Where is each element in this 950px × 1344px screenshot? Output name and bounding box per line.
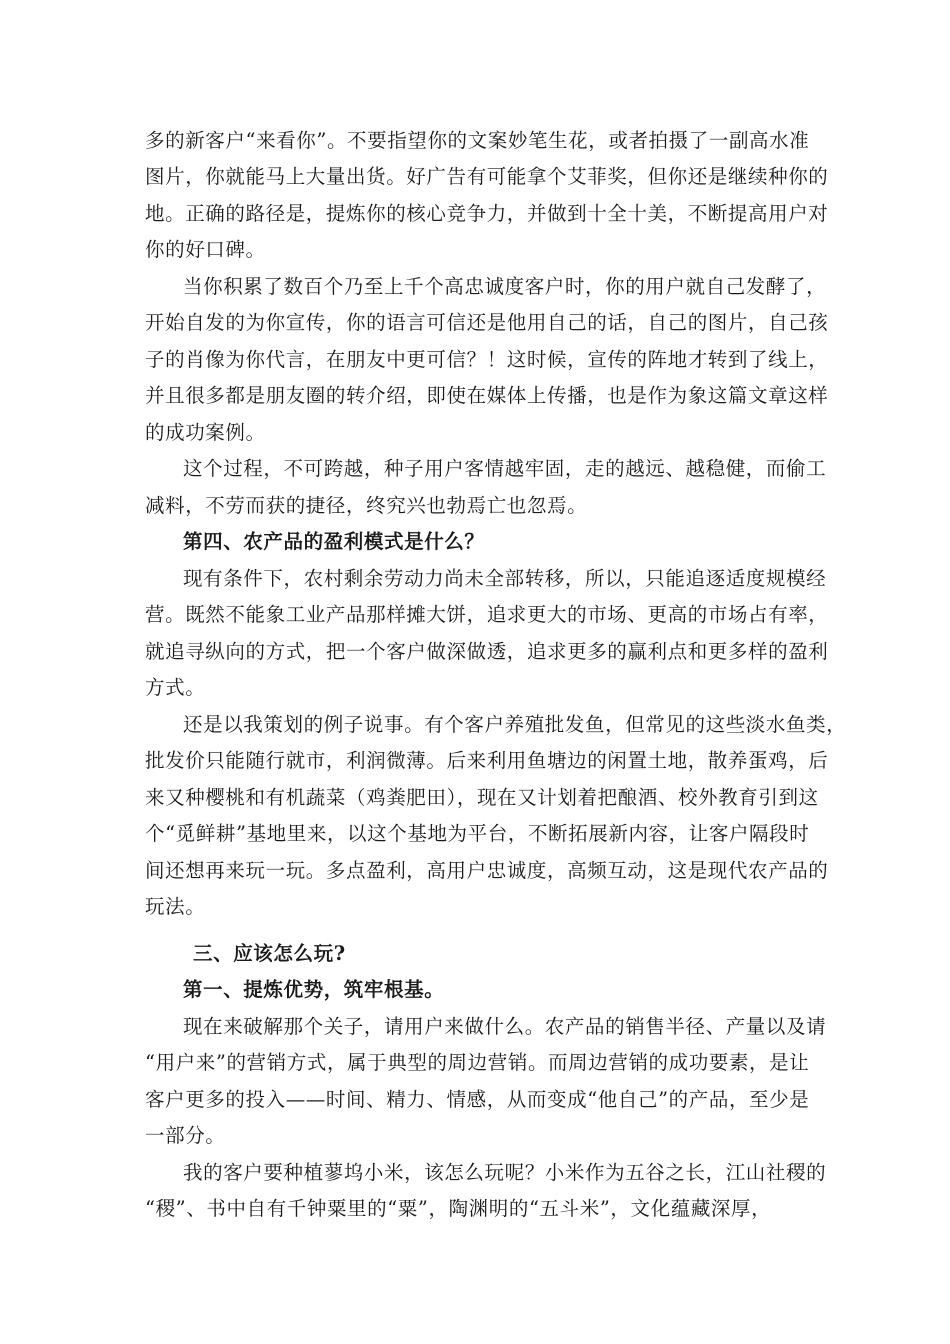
body-text-line: 来又种樱桃和有机蔬菜（鸡粪肥田），现在又计划着把酿酒、校外教育引到这 [145, 786, 819, 809]
body-text-line: 地。正确的路径是，提炼你的核心竞争力，并做到十全十美，不断提高用户对 [145, 202, 829, 225]
body-text-line: 客户更多的投入——时间、精力、情感，从而变成“他自己”的产品，至少是 [145, 1088, 810, 1111]
body-text-line: 个“觅鲜耕”基地里来，以这个基地为平台，不断拓展新内容，让客户隔段时 [145, 822, 810, 845]
body-text-line: 你的好口碑。 [145, 238, 266, 261]
body-text-line: 子的肖像为你代言，在朋友中更可信？！这时候，宣传的阵地才转到了线上， [145, 348, 829, 371]
body-text-line: “用户来”的营销方式，属于典型的周边营销。而周边营销的成功要素，是让 [145, 1051, 810, 1074]
subsection-heading: 第一、提炼优势，筑牢根基。 [183, 978, 445, 1001]
body-text-line: 批发价只能随行就市，利润微薄。后来利用鱼塘边的闲置土地，散养蛋鸡，后 [145, 749, 829, 772]
body-text-line: 间还想再来玩一玩。多点盈利，高用户忠诚度，高频互动，这是现代农产品的 [145, 859, 829, 882]
body-text-line: 营。既然不能象工业产品那样摊大饼，追求更大的市场、更高的市场占有率， [145, 603, 829, 626]
body-text-line: 玩法。 [145, 895, 206, 918]
body-text-line: 减料，不劳而获的捷径，终究兴也勃焉亡也忽焉。 [145, 494, 588, 517]
body-text-line: 这个过程，不可跨越，种子用户客情越牢固，走的越远、越稳健，而偷工 [183, 457, 827, 480]
body-text-line: 图片，你就能马上大量出货。好广告有可能拿个艾菲奖，但你还是继续种你的 [145, 165, 829, 188]
body-text-line: 现有条件下，农村剩余劳动力尚未全部转移，所以，只能追逐适度规模经 [183, 567, 827, 590]
body-text-line: 现在来破解那个关子，请用户来做什么。农产品的销售半径、产量以及请 [183, 1015, 827, 1038]
body-text-line: 当你积累了数百个乃至上千个高忠诚度客户时，你的用户就自己发酵了， [183, 275, 827, 298]
body-text-line: 一部分。 [145, 1124, 226, 1147]
body-text-line: 我的客户要种植蓼坞小米，该怎么玩呢？小米作为五谷之长，江山社稷的 [183, 1161, 827, 1184]
body-text-line: 并且很多都是朋友圈的转介绍，即使在媒体上传播，也是作为象这篇文章这样 [145, 384, 829, 407]
body-text-line: 多的新客户“来看你”。不要指望你的文案妙笔生花，或者拍摄了一副高水准 [145, 129, 810, 152]
body-text-line: 还是以我策划的例子说事。有个客户养殖批发鱼，但常见的这些淡水鱼类， [183, 713, 847, 736]
body-text-line: 的成功案例。 [145, 421, 266, 444]
section-heading: 三、应该怎么玩? [193, 942, 346, 965]
body-text-line: 就追寻纵向的方式，把一个客户做深做透，追求更多的赢利点和更多样的盈利 [145, 640, 829, 663]
body-text-line: 方式。 [145, 676, 206, 699]
body-text-line: “稷”、书中自有千钟粟里的“粟”，陶渊明的“五斗米”，文化蕴藏深厚， [145, 1197, 772, 1220]
body-text-line: 开始自发的为你宣传，你的语言可信还是他用自己的话，自己的图片，自己孩 [145, 311, 829, 334]
section-heading: 第四、农产品的盈利模式是什么？ [183, 530, 485, 553]
